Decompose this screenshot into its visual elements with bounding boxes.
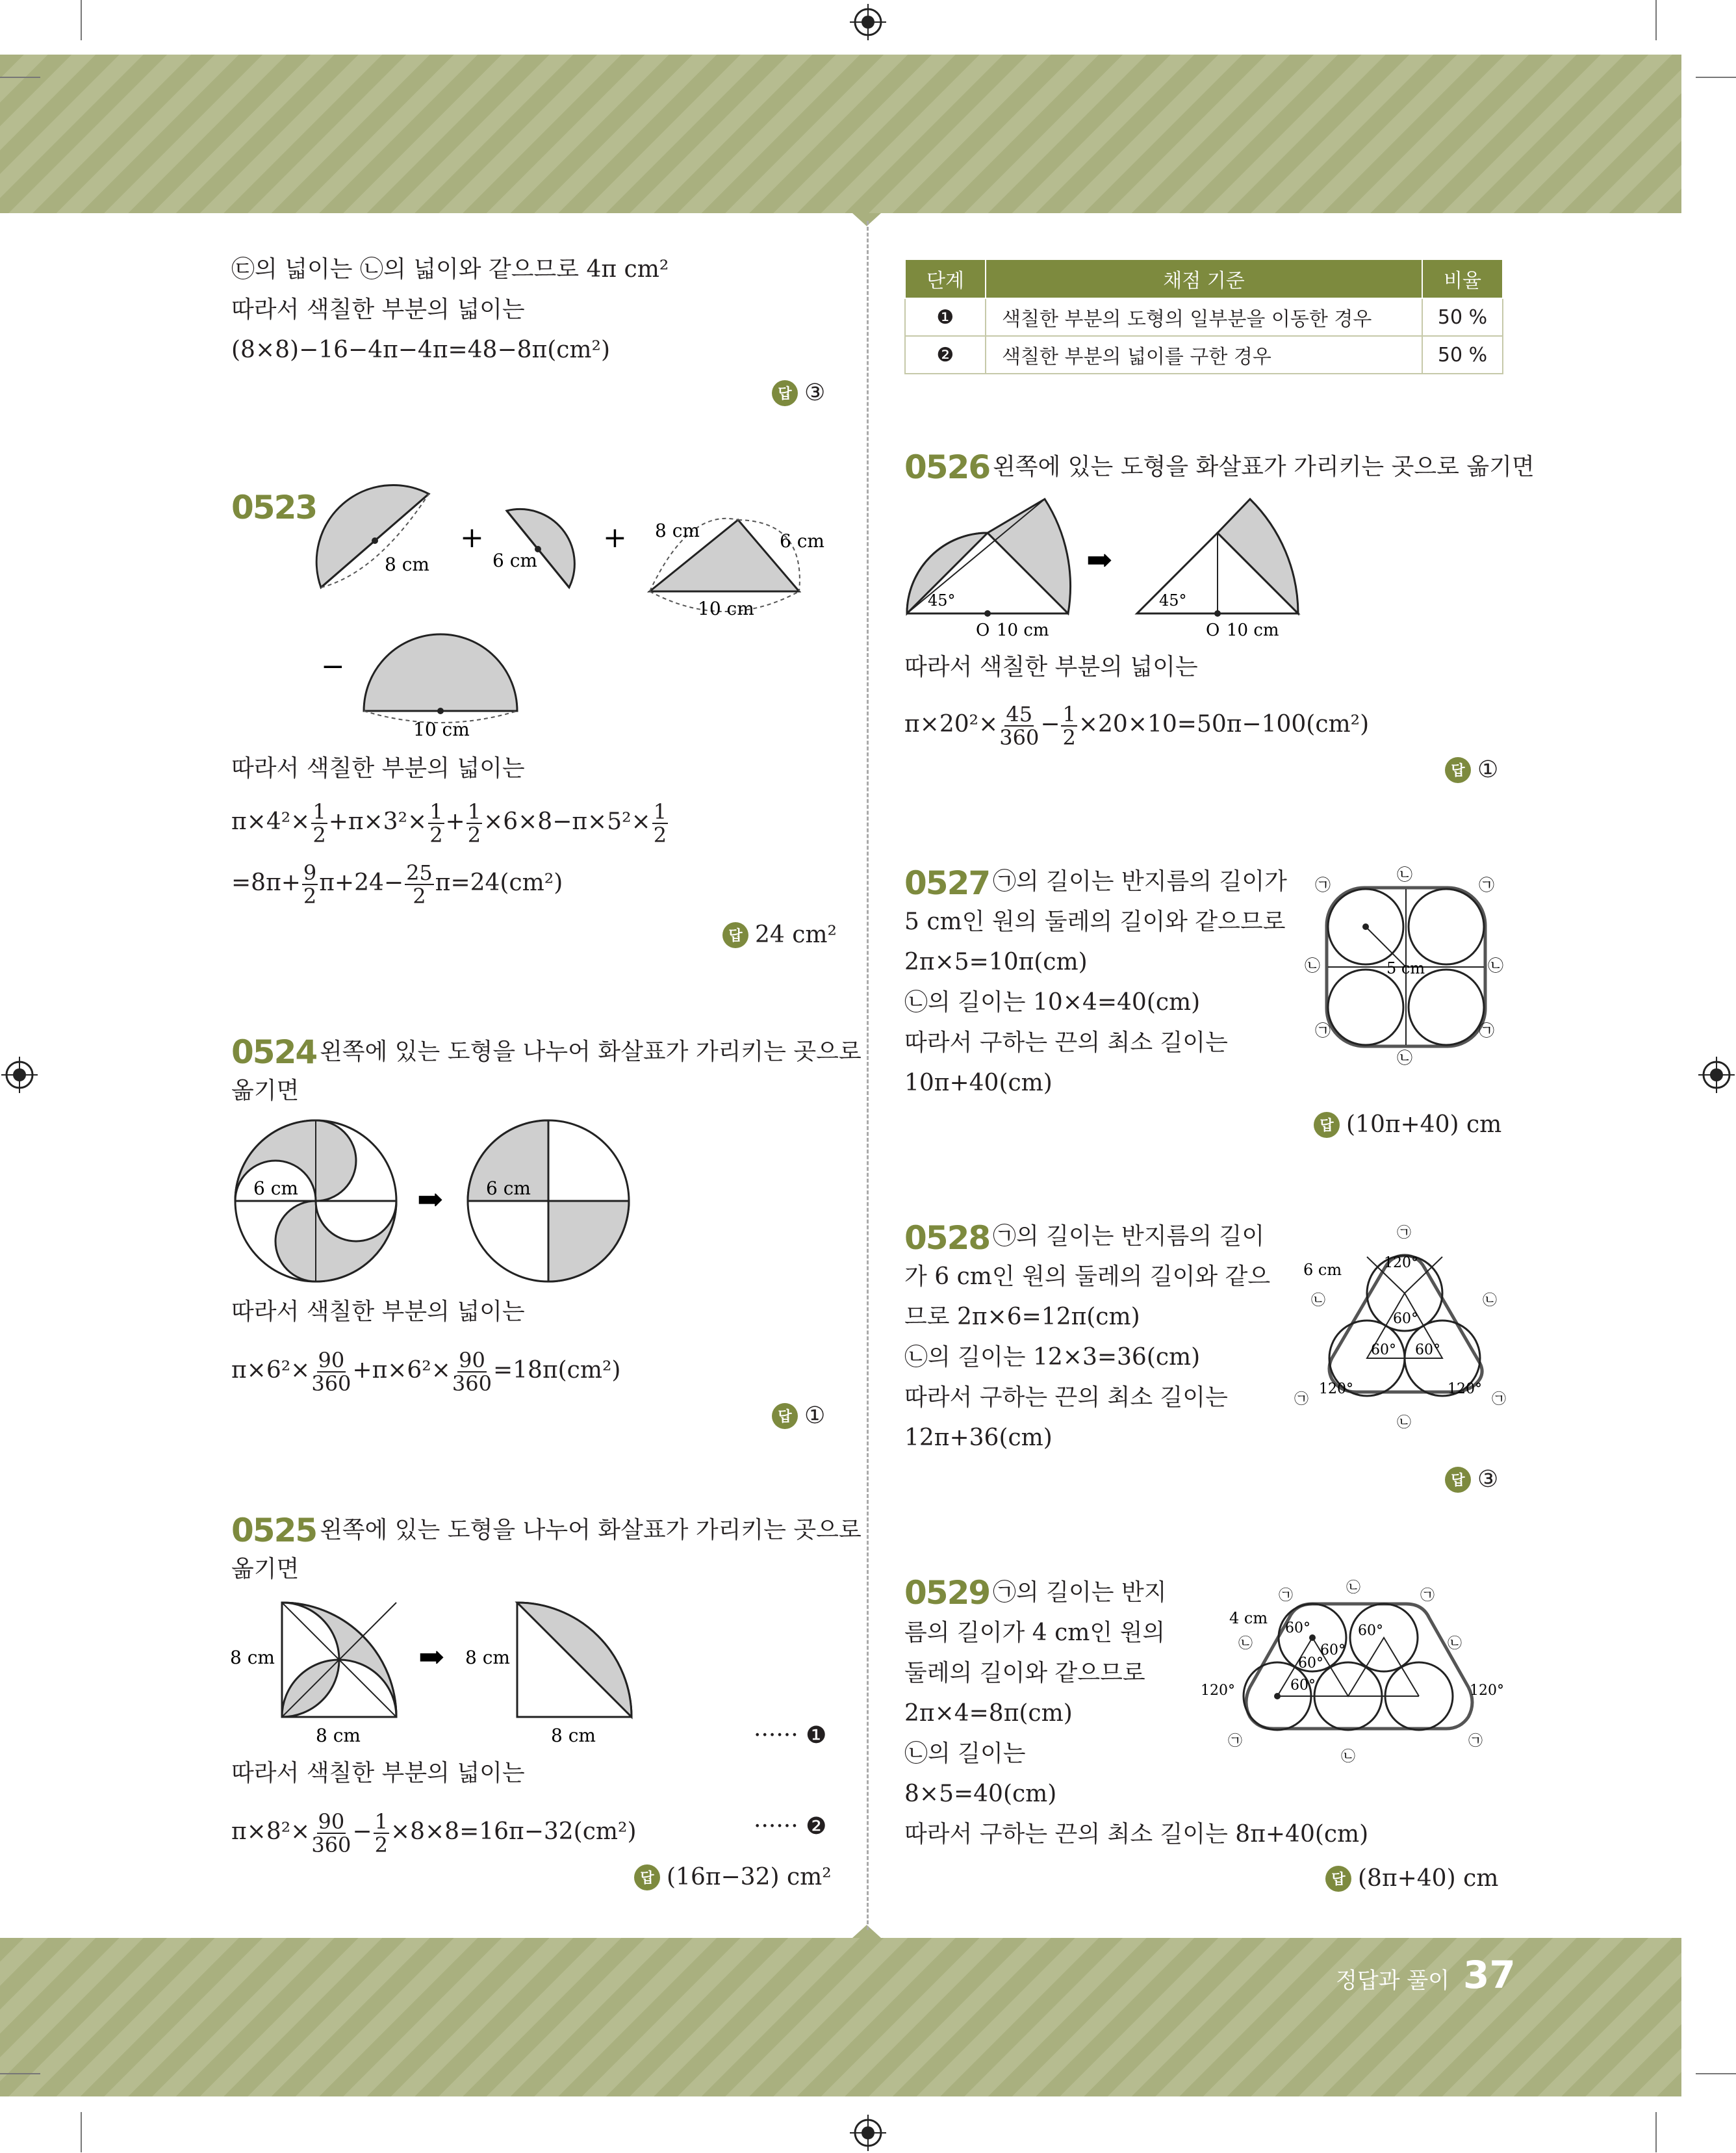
label-tri-10cm: 10 cm — [698, 598, 754, 619]
figure-0526 — [902, 494, 1318, 643]
problem-number: 0528 — [904, 1219, 990, 1257]
crop-mark — [1696, 77, 1736, 78]
label-b: ㉡ — [1397, 1415, 1412, 1431]
p0528-line: 따라서 구하는 끈의 최소 길이는 — [904, 1384, 1228, 1411]
problem-number: 0527 — [904, 864, 990, 902]
registration-mark-icon — [850, 2115, 886, 2151]
page-number: 37 — [1463, 1953, 1516, 1997]
arrow-right-icon: ➡ — [418, 1639, 445, 1675]
footer-label: 정답과 풀이 — [1336, 1968, 1450, 1994]
p0525-text1: 따라서 색칠한 부분의 넓이는 — [231, 1760, 525, 1786]
answer-value: ① — [804, 1402, 826, 1429]
p0525-head: 왼쪽에 있는 도형을 나누어 화살표가 가리키는 곳으로 — [320, 1517, 862, 1543]
problem-number: 0524 — [231, 1033, 317, 1071]
eq-part: +π×3²× — [328, 808, 428, 835]
table-header: 단계 — [905, 259, 986, 298]
label-b: ㉡ — [1448, 1636, 1462, 1652]
intro-line3: (8×8)−16−4π−4π=48−8π(cm²) — [231, 337, 611, 363]
registration-mark-icon — [1, 1057, 38, 1093]
angle-120: 120° — [1384, 1255, 1418, 1271]
label-a: ㉠ — [1294, 1391, 1309, 1408]
p0528-line: 가 6 cm인 원의 둘레의 길이와 같으 — [904, 1263, 1271, 1290]
label-a: ㉠ — [1315, 876, 1331, 894]
scoring-table — [904, 259, 1503, 374]
crop-mark — [0, 2073, 40, 2074]
p0528-line: 므로 2π×6=12π(cm) — [904, 1304, 1140, 1330]
angle-60: 60° — [1298, 1655, 1323, 1671]
label-8cm: 8 cm — [230, 1647, 275, 1668]
label-b: ㉡ — [1397, 1049, 1412, 1066]
plus-sign: + — [603, 521, 627, 554]
p0529-line: 2π×4=8π(cm) — [904, 1700, 1073, 1727]
answer-value: ③ — [804, 380, 826, 406]
angle-60: 60° — [1285, 1620, 1310, 1636]
table-header: 채점 기준 — [986, 259, 1422, 298]
label-6cm: 6 cm — [486, 1178, 531, 1199]
answer-badge-icon: 답 — [1325, 1866, 1351, 1892]
p0527-line: 10π+40(cm) — [904, 1070, 1053, 1096]
label-6cm: 6 cm — [1303, 1261, 1342, 1279]
label-O: O — [976, 621, 990, 640]
figure-0527 — [1299, 864, 1514, 1066]
fraction: $\frac{1}{2}$ — [429, 799, 443, 847]
label-b: ㉡ — [1483, 1293, 1498, 1309]
fraction: $\frac{1}{2}$ — [653, 799, 667, 847]
eq-part: π×4²× — [231, 808, 311, 835]
label-10cm: 10 cm — [997, 621, 1049, 640]
p0527-line: 5 cm인 원의 둘레의 길이와 같으므로 — [904, 909, 1286, 935]
answer-value: ① — [1477, 756, 1499, 783]
angle-60: 60° — [1358, 1623, 1383, 1639]
p0529-line: ㉡의 길이는 — [904, 1740, 1026, 1767]
label-8cm: 8 cm — [385, 554, 429, 575]
arrow-right-icon: ➡ — [1086, 542, 1113, 578]
label-b: ㉡ — [1311, 1293, 1326, 1309]
p0523-text1: 따라서 색칠한 부분의 넓이는 — [231, 755, 525, 782]
crop-mark — [1655, 2112, 1657, 2152]
angle-60: 60° — [1393, 1311, 1418, 1327]
p0525-head2: 옮기면 — [231, 1556, 300, 1582]
label-b: ㉡ — [1341, 1749, 1356, 1765]
label-a: ㉠ — [1420, 1588, 1435, 1604]
p0528-line: ㉠의 길이는 반지름의 길이 — [993, 1223, 1265, 1250]
p0524-eq: π×6²× $\frac{90}{360}$ +π×6²× $\frac{90}{360}$ =18π(cm²) — [231, 1348, 621, 1396]
label-tri-6cm: 6 cm — [780, 530, 824, 552]
table-header: 비율 — [1422, 259, 1503, 298]
figure-0524 — [227, 1118, 643, 1287]
label-O: O — [1206, 621, 1220, 640]
crop-mark — [81, 0, 82, 40]
label-a: ㉠ — [1279, 1588, 1294, 1604]
p0527-line: 따라서 구하는 끈의 최소 길이는 — [904, 1029, 1228, 1056]
registration-mark-icon — [1698, 1057, 1735, 1093]
label-10cm: 10 cm — [413, 719, 470, 740]
answer — [1314, 1111, 1501, 1138]
p0528-line: 12π+36(cm) — [904, 1425, 1053, 1451]
label-b: ㉡ — [1397, 866, 1412, 884]
label-4cm: 4 cm — [1229, 1609, 1268, 1627]
answer — [1445, 1466, 1498, 1493]
label-a: ㉠ — [1397, 1225, 1412, 1241]
answer — [1445, 756, 1498, 783]
label-10cm: 10 cm — [1227, 621, 1279, 640]
figure-0529 — [1195, 1573, 1520, 1768]
label-8cm: 8 cm — [465, 1647, 510, 1668]
p0526-head: 왼쪽에 있는 도형을 화살표가 가리키는 곳으로 옮기면 — [993, 454, 1535, 480]
intro-line2: 따라서 색칠한 부분의 넓이는 — [231, 296, 525, 323]
answer-badge-icon: 답 — [772, 1403, 798, 1429]
crop-mark — [0, 77, 40, 78]
p0527-line: ㉠의 길이는 반지름의 길이가 — [993, 868, 1287, 895]
angle-120: 120° — [1470, 1682, 1504, 1699]
p0529-line: 8×5=40(cm) — [904, 1781, 1057, 1807]
label-6cm: 6 cm — [492, 550, 537, 571]
table-row: ❶ 색칠한 부분의 도형의 일부분을 이동한 경우 50 % — [905, 298, 1503, 336]
column-divider — [867, 221, 869, 1930]
p0529-line: 따라서 구하는 끈의 최소 길이는 8π+40(cm) — [904, 1821, 1369, 1848]
crop-mark — [1696, 2073, 1736, 2074]
angle-60: 60° — [1320, 1642, 1346, 1658]
eq-part: ×6×8−π×5²× — [483, 808, 651, 835]
step-1-marker: ······ ❶ — [754, 1722, 827, 1749]
answer-value: (16π−32) cm² — [667, 1864, 832, 1890]
p0525-eq: π×8²× $\frac{90}{360}$ − $\frac{1}{2}$ ×8×8=16π−32(cm²) — [231, 1809, 637, 1857]
p0529-line: 름의 길이가 4 cm인 원의 — [904, 1619, 1166, 1646]
p0527-line: ㉡의 길이는 10×4=40(cm) — [904, 989, 1201, 1016]
p0524-text1: 따라서 색칠한 부분의 넓이는 — [231, 1298, 525, 1325]
arrow-right-icon: ➡ — [417, 1181, 444, 1218]
angle-120: 120° — [1201, 1682, 1235, 1699]
label-b: ㉡ — [1346, 1580, 1361, 1596]
label-tri-8cm: 8 cm — [655, 520, 700, 541]
answer — [722, 922, 837, 948]
answer-value: (8π+40) cm — [1358, 1865, 1499, 1892]
problem-number: 0529 — [904, 1574, 990, 1612]
plus-sign: + — [460, 521, 484, 554]
p0526-eq: π×20²× $\frac{45}{360}$ − $\frac{1}{2}$ ×20×10=50π−100(cm²) — [904, 702, 1370, 750]
answer — [634, 1864, 832, 1890]
figure-0523-bottom — [312, 630, 546, 747]
problem-number: 0525 — [231, 1512, 317, 1549]
answer-badge-icon: 답 — [1445, 1467, 1471, 1493]
p0523-eq1 — [231, 801, 669, 846]
answer-badge-icon: 답 — [1314, 1112, 1340, 1138]
label-a: ㉠ — [1315, 1022, 1331, 1040]
label-a: ㉠ — [1492, 1391, 1507, 1408]
angle-120: 120° — [1448, 1381, 1482, 1397]
minus-sign: − — [321, 650, 345, 683]
fraction: $\frac{1}{2}$ — [467, 799, 481, 847]
figure-0523-top — [312, 482, 832, 632]
label-6cm: 6 cm — [253, 1178, 298, 1199]
answer-value: ③ — [1477, 1466, 1499, 1493]
answer-badge-icon: 답 — [1445, 757, 1471, 783]
crop-mark — [81, 2112, 82, 2152]
answer — [1325, 1865, 1498, 1892]
p0529-line: ㉠의 길이는 반지 — [993, 1579, 1167, 1606]
label-8cm: 8 cm — [316, 1725, 361, 1746]
p0529-line: 둘레의 길이와 같으므로 — [904, 1660, 1145, 1686]
answer-value: 24 cm² — [755, 922, 837, 948]
angle-120: 120° — [1319, 1381, 1353, 1397]
table-row: ❷ 색칠한 부분의 넓이를 구한 경우 50 % — [905, 336, 1503, 374]
header-band — [0, 55, 1681, 213]
label-5cm: 5 cm — [1386, 959, 1425, 977]
angle-60: 60° — [1290, 1677, 1316, 1694]
label-b: ㉡ — [1238, 1636, 1253, 1652]
angle-60: 60° — [1415, 1342, 1440, 1358]
p0528-line: ㉡의 길이는 12×3=36(cm) — [904, 1344, 1201, 1371]
label-a: ㉠ — [1479, 876, 1494, 894]
label-a: ㉠ — [1228, 1733, 1243, 1749]
label-a: ㉠ — [1468, 1733, 1483, 1749]
p0524-head2: 옮기면 — [231, 1077, 300, 1104]
footer-band — [0, 1938, 1681, 2096]
problem-number: 0526 — [904, 448, 990, 486]
label-a: ㉠ — [1479, 1022, 1494, 1040]
label-b: ㉡ — [1305, 957, 1320, 975]
answer-value: (10π+40) cm — [1346, 1111, 1502, 1138]
registration-mark-icon — [850, 4, 886, 40]
eq-part: + — [445, 808, 465, 835]
figure-0525 — [227, 1596, 656, 1746]
p0526-text1: 따라서 색칠한 부분의 넓이는 — [904, 654, 1198, 680]
angle-60: 60° — [1371, 1342, 1396, 1358]
problem-number: 0523 — [231, 489, 317, 526]
answer-badge-icon: 답 — [772, 380, 798, 406]
step-2-marker: ······ ❷ — [754, 1813, 827, 1840]
fraction: $\frac{1}{2}$ — [313, 799, 326, 847]
label-8cm: 8 cm — [551, 1725, 596, 1746]
answer-badge-icon: 답 — [634, 1864, 660, 1890]
answer — [772, 1402, 825, 1429]
angle-45: 45° — [928, 591, 956, 610]
label-b: ㉡ — [1488, 957, 1503, 975]
answer-badge-icon: 답 — [722, 922, 748, 948]
p0527-line: 2π×5=10π(cm) — [904, 949, 1088, 975]
p0524-head: 왼쪽에 있는 도형을 나누어 화살표가 가리키는 곳으로 — [320, 1038, 862, 1065]
crop-mark — [1655, 0, 1657, 40]
angle-45: 45° — [1159, 591, 1187, 610]
intro-line1: ㉢의 넓이는 ㉡의 넓이와 같으므로 4π cm² — [231, 256, 669, 283]
p0523-eq2: =8π+ $\frac{9}{2}$ π+24− $\frac{25}{2}$ π=24(cm²) — [231, 860, 563, 909]
figure-0528 — [1293, 1215, 1514, 1436]
answer — [772, 380, 825, 406]
